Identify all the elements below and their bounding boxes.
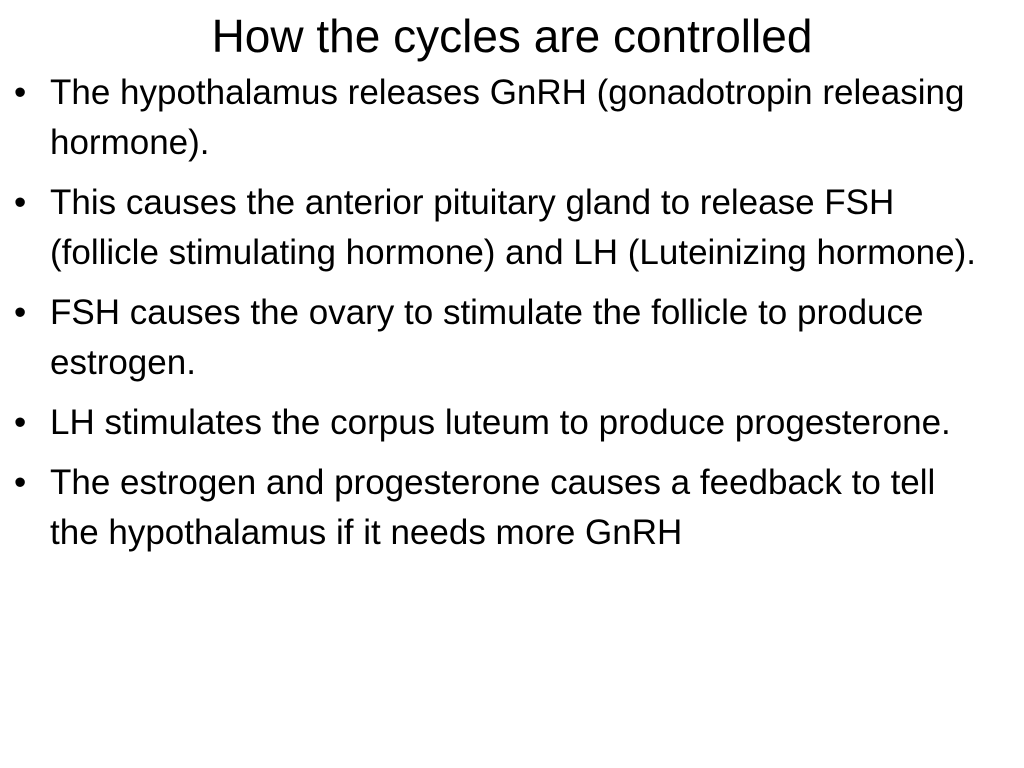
bullet-item-lh: [14, 398, 984, 448]
bullet-item-fsh: [14, 288, 984, 388]
bullet-point-icon: •: [14, 183, 27, 222]
slide-title: How the cycles are controlled: [211, 10, 813, 62]
bullet-text: LH stimulates the corpus luteum to produce progesterone.: [50, 403, 951, 442]
bullet-point-icon: •: [14, 73, 27, 112]
bullet-point-icon: •: [14, 403, 27, 442]
bullet-point-icon: •: [14, 293, 27, 332]
bullet-item-gnrh: [14, 68, 984, 168]
bullet-text: The hypothalamus releases GnRH (gonadotropin releasing hormone).: [50, 73, 965, 162]
bullet-item-feedback: [14, 458, 984, 558]
bullet-text: This causes the anterior pituitary gland to release FSH (follicle stimulating hormone) and LH (Luteinizing hormone).: [50, 183, 976, 272]
bullet-text: FSH causes the ovary to stimulate the follicle to produce estrogen.: [50, 293, 924, 382]
bullet-list: [14, 68, 984, 568]
bullet-item-pituitary: [14, 178, 984, 278]
bullet-point-icon: •: [14, 463, 27, 502]
bullet-text: The estrogen and progesterone causes a feedback to tell the hypothalamus if it needs more GnRH: [50, 463, 936, 552]
